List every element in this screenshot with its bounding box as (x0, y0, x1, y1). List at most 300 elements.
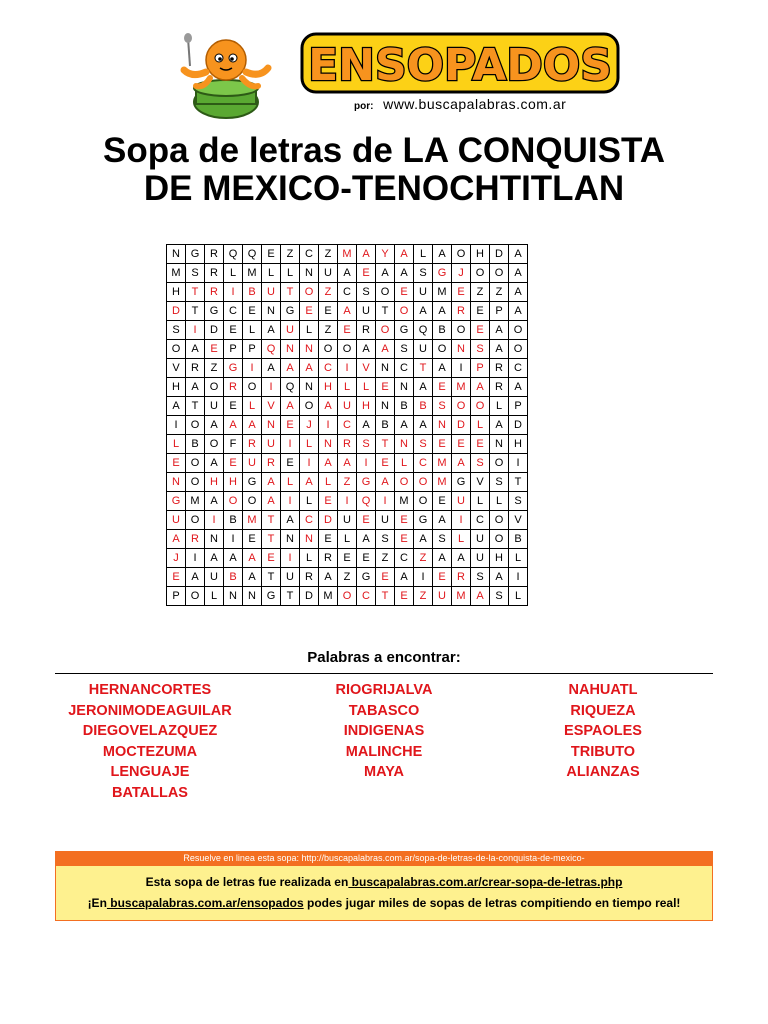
grid-cell[interactable]: L (395, 454, 414, 473)
grid-cell[interactable]: N (395, 378, 414, 397)
grid-cell[interactable]: L (414, 245, 433, 264)
grid-cell[interactable]: A (262, 359, 281, 378)
grid-cell[interactable]: E (376, 454, 395, 473)
grid-cell[interactable]: I (186, 549, 205, 568)
grid-cell[interactable]: U (338, 397, 357, 416)
grid-cell[interactable]: N (281, 530, 300, 549)
grid-cell[interactable]: Y (376, 245, 395, 264)
grid-cell[interactable]: P (243, 340, 262, 359)
grid-cell[interactable]: E (357, 264, 376, 283)
grid-cell[interactable]: A (414, 416, 433, 435)
grid-cell[interactable]: R (205, 264, 224, 283)
grid-cell[interactable]: H (319, 378, 338, 397)
grid-cell[interactable]: S (433, 530, 452, 549)
grid-cell[interactable]: A (243, 416, 262, 435)
grid-cell[interactable]: O (433, 340, 452, 359)
grid-cell[interactable]: A (262, 473, 281, 492)
grid-cell[interactable]: U (281, 321, 300, 340)
grid-cell[interactable]: E (395, 530, 414, 549)
grid-cell[interactable]: M (452, 587, 471, 606)
grid-cell[interactable]: A (319, 454, 338, 473)
grid-cell[interactable]: O (300, 397, 319, 416)
grid-cell[interactable]: A (338, 454, 357, 473)
grid-cell[interactable]: S (395, 340, 414, 359)
grid-cell[interactable]: D (205, 321, 224, 340)
grid-cell[interactable]: L (490, 492, 509, 511)
grid-cell[interactable]: A (319, 568, 338, 587)
grid-cell[interactable]: E (433, 568, 452, 587)
grid-cell[interactable]: C (395, 549, 414, 568)
grid-cell[interactable]: P (490, 302, 509, 321)
grid-cell[interactable]: R (205, 245, 224, 264)
grid-cell[interactable]: B (395, 397, 414, 416)
grid-cell[interactable]: A (300, 473, 319, 492)
grid-cell[interactable]: T (281, 587, 300, 606)
grid-cell[interactable]: T (281, 283, 300, 302)
grid-cell[interactable]: U (414, 283, 433, 302)
grid-cell[interactable]: E (224, 454, 243, 473)
grid-cell[interactable]: L (300, 549, 319, 568)
grid-cell[interactable]: Z (414, 549, 433, 568)
grid-cell[interactable]: O (338, 587, 357, 606)
grid-cell[interactable]: P (224, 340, 243, 359)
grid-cell[interactable]: A (319, 397, 338, 416)
grid-cell[interactable]: I (224, 283, 243, 302)
grid-cell[interactable]: M (338, 245, 357, 264)
grid-cell[interactable]: H (357, 397, 376, 416)
grid-cell[interactable]: N (395, 435, 414, 454)
grid-cell[interactable]: O (243, 492, 262, 511)
grid-cell[interactable]: O (205, 378, 224, 397)
grid-cell[interactable]: C (300, 511, 319, 530)
grid-cell[interactable]: Q (243, 245, 262, 264)
grid-cell[interactable]: I (452, 511, 471, 530)
grid-cell[interactable]: L (300, 435, 319, 454)
grid-cell[interactable]: A (281, 397, 300, 416)
grid-cell[interactable]: A (205, 454, 224, 473)
grid-cell[interactable]: O (509, 321, 528, 340)
grid-cell[interactable]: N (433, 416, 452, 435)
grid-cell[interactable]: Z (471, 283, 490, 302)
grid-cell[interactable]: N (300, 340, 319, 359)
grid-cell[interactable]: N (300, 378, 319, 397)
grid-cell[interactable]: Q (224, 245, 243, 264)
grid-cell[interactable]: S (471, 568, 490, 587)
grid-cell[interactable]: U (281, 568, 300, 587)
grid-cell[interactable]: A (490, 568, 509, 587)
grid-cell[interactable]: G (224, 359, 243, 378)
grid-cell[interactable]: I (509, 568, 528, 587)
grid-cell[interactable]: I (167, 416, 186, 435)
grid-cell[interactable]: U (167, 511, 186, 530)
grid-cell[interactable]: E (319, 492, 338, 511)
grid-cell[interactable]: M (395, 492, 414, 511)
grid-cell[interactable]: T (186, 397, 205, 416)
grid-cell[interactable]: T (414, 359, 433, 378)
grid-cell[interactable]: R (262, 454, 281, 473)
grid-cell[interactable]: A (357, 530, 376, 549)
grid-cell[interactable]: G (205, 302, 224, 321)
grid-cell[interactable]: I (414, 568, 433, 587)
grid-cell[interactable]: O (376, 283, 395, 302)
grid-cell[interactable]: H (224, 473, 243, 492)
grid-cell[interactable]: B (376, 416, 395, 435)
grid-cell[interactable]: H (509, 435, 528, 454)
grid-cell[interactable]: E (452, 435, 471, 454)
grid-cell[interactable]: A (205, 492, 224, 511)
grid-cell[interactable]: Z (490, 283, 509, 302)
grid-cell[interactable]: R (490, 359, 509, 378)
grid-cell[interactable]: N (490, 435, 509, 454)
grid-cell[interactable]: I (338, 492, 357, 511)
grid-cell[interactable]: O (338, 340, 357, 359)
grid-cell[interactable]: O (471, 397, 490, 416)
grid-cell[interactable]: D (319, 511, 338, 530)
grid-cell[interactable]: I (281, 492, 300, 511)
grid-cell[interactable]: R (224, 378, 243, 397)
grid-cell[interactable]: E (395, 511, 414, 530)
grid-cell[interactable]: M (433, 473, 452, 492)
grid-cell[interactable]: R (205, 283, 224, 302)
grid-cell[interactable]: N (243, 587, 262, 606)
grid-cell[interactable]: E (319, 530, 338, 549)
grid-cell[interactable]: Q (262, 340, 281, 359)
grid-cell[interactable]: L (243, 397, 262, 416)
grid-cell[interactable]: U (376, 511, 395, 530)
grid-cell[interactable]: L (471, 492, 490, 511)
grid-cell[interactable]: R (186, 359, 205, 378)
grid-cell[interactable]: L (281, 473, 300, 492)
grid-cell[interactable]: E (471, 321, 490, 340)
grid-cell[interactable]: I (357, 454, 376, 473)
grid-cell[interactable]: G (357, 568, 376, 587)
grid-cell[interactable]: A (224, 549, 243, 568)
grid-cell[interactable]: U (414, 340, 433, 359)
grid-cell[interactable]: S (414, 264, 433, 283)
grid-cell[interactable]: N (300, 264, 319, 283)
grid-cell[interactable]: Z (338, 568, 357, 587)
grid-cell[interactable]: N (376, 397, 395, 416)
grid-cell[interactable]: S (376, 530, 395, 549)
grid-cell[interactable]: E (262, 549, 281, 568)
grid-cell[interactable]: M (167, 264, 186, 283)
grid-cell[interactable]: E (167, 568, 186, 587)
grid-cell[interactable]: C (395, 359, 414, 378)
grid-cell[interactable]: E (452, 283, 471, 302)
grid-cell[interactable]: H (490, 549, 509, 568)
grid-cell[interactable]: I (452, 359, 471, 378)
grid-cell[interactable]: Q (357, 492, 376, 511)
grid-cell[interactable]: A (167, 530, 186, 549)
grid-cell[interactable]: E (357, 511, 376, 530)
grid-cell[interactable]: Z (338, 473, 357, 492)
grid-cell[interactable]: E (357, 549, 376, 568)
grid-cell[interactable]: S (167, 321, 186, 340)
grid-cell[interactable]: S (433, 397, 452, 416)
grid-cell[interactable]: A (452, 549, 471, 568)
grid-cell[interactable]: O (186, 587, 205, 606)
grid-cell[interactable]: G (357, 473, 376, 492)
grid-cell[interactable]: O (452, 245, 471, 264)
grid-cell[interactable]: A (414, 530, 433, 549)
grid-cell[interactable]: L (471, 416, 490, 435)
grid-cell[interactable]: I (186, 321, 205, 340)
grid-cell[interactable]: N (452, 340, 471, 359)
grid-cell[interactable]: A (376, 473, 395, 492)
grid-cell[interactable]: V (167, 359, 186, 378)
grid-cell[interactable]: O (186, 454, 205, 473)
grid-cell[interactable]: U (205, 568, 224, 587)
grid-cell[interactable]: L (300, 492, 319, 511)
grid-cell[interactable]: A (452, 454, 471, 473)
grid-cell[interactable]: J (300, 416, 319, 435)
grid-cell[interactable]: L (490, 397, 509, 416)
grid-cell[interactable]: E (338, 321, 357, 340)
grid-cell[interactable]: C (471, 511, 490, 530)
grid-cell[interactable]: S (414, 435, 433, 454)
grid-cell[interactable]: O (414, 492, 433, 511)
grid-cell[interactable]: E (281, 454, 300, 473)
grid-cell[interactable]: N (224, 587, 243, 606)
grid-cell[interactable]: P (167, 587, 186, 606)
grid-cell[interactable]: S (357, 435, 376, 454)
grid-cell[interactable]: B (224, 568, 243, 587)
grid-cell[interactable]: A (186, 378, 205, 397)
grid-cell[interactable]: M (186, 492, 205, 511)
grid-cell[interactable]: S (509, 492, 528, 511)
grid-cell[interactable]: O (471, 264, 490, 283)
grid-cell[interactable]: A (243, 568, 262, 587)
grid-cell[interactable]: L (205, 587, 224, 606)
grid-cell[interactable]: H (167, 378, 186, 397)
grid-cell[interactable]: A (338, 264, 357, 283)
grid-cell[interactable]: L (300, 321, 319, 340)
grid-cell[interactable]: R (300, 568, 319, 587)
grid-cell[interactable]: U (433, 587, 452, 606)
grid-cell[interactable]: T (376, 302, 395, 321)
grid-cell[interactable]: C (509, 359, 528, 378)
grid-cell[interactable]: I (281, 549, 300, 568)
grid-cell[interactable]: E (376, 378, 395, 397)
grid-cell[interactable]: O (490, 511, 509, 530)
grid-cell[interactable]: B (509, 530, 528, 549)
grid-cell[interactable]: Q (281, 378, 300, 397)
grid-cell[interactable]: A (205, 416, 224, 435)
grid-cell[interactable]: J (167, 549, 186, 568)
grid-cell[interactable]: O (186, 473, 205, 492)
grid-cell[interactable]: P (509, 397, 528, 416)
grid-cell[interactable]: V (357, 359, 376, 378)
grid-cell[interactable]: S (490, 587, 509, 606)
grid-cell[interactable]: E (395, 587, 414, 606)
grid-cell[interactable]: C (300, 245, 319, 264)
grid-cell[interactable]: G (262, 587, 281, 606)
grid-cell[interactable]: A (376, 340, 395, 359)
grid-cell[interactable]: M (433, 283, 452, 302)
grid-cell[interactable]: A (433, 511, 452, 530)
ensopados-link[interactable]: buscapalabras.com.ar/ensopados (106, 896, 304, 910)
grid-cell[interactable]: L (167, 435, 186, 454)
grid-cell[interactable]: M (243, 264, 262, 283)
grid-cell[interactable]: O (224, 492, 243, 511)
grid-cell[interactable]: E (319, 302, 338, 321)
grid-cell[interactable]: N (205, 530, 224, 549)
grid-cell[interactable]: A (509, 245, 528, 264)
grid-cell[interactable]: O (490, 530, 509, 549)
grid-cell[interactable]: B (414, 397, 433, 416)
grid-cell[interactable]: I (205, 511, 224, 530)
grid-cell[interactable]: T (262, 530, 281, 549)
grid-cell[interactable]: T (376, 587, 395, 606)
grid-cell[interactable]: G (433, 264, 452, 283)
grid-cell[interactable]: S (490, 473, 509, 492)
grid-cell[interactable]: U (262, 435, 281, 454)
grid-cell[interactable]: Z (414, 587, 433, 606)
grid-cell[interactable]: T (186, 302, 205, 321)
grid-cell[interactable]: V (262, 397, 281, 416)
grid-cell[interactable]: U (262, 283, 281, 302)
grid-cell[interactable]: L (319, 473, 338, 492)
grid-cell[interactable]: Z (319, 321, 338, 340)
grid-cell[interactable]: O (395, 473, 414, 492)
grid-cell[interactable]: L (509, 549, 528, 568)
grid-cell[interactable]: I (224, 530, 243, 549)
grid-cell[interactable]: R (452, 568, 471, 587)
grid-cell[interactable]: C (224, 302, 243, 321)
grid-cell[interactable]: T (262, 511, 281, 530)
grid-cell[interactable]: A (509, 378, 528, 397)
grid-cell[interactable]: E (471, 302, 490, 321)
grid-cell[interactable]: E (433, 492, 452, 511)
grid-cell[interactable]: H (167, 283, 186, 302)
grid-cell[interactable]: U (338, 511, 357, 530)
grid-cell[interactable]: G (452, 473, 471, 492)
grid-cell[interactable]: A (490, 416, 509, 435)
grid-cell[interactable]: Z (376, 549, 395, 568)
grid-cell[interactable]: A (300, 359, 319, 378)
grid-cell[interactable]: O (243, 378, 262, 397)
grid-cell[interactable]: A (281, 511, 300, 530)
grid-cell[interactable]: V (509, 511, 528, 530)
grid-cell[interactable]: L (262, 264, 281, 283)
grid-cell[interactable]: M (433, 454, 452, 473)
grid-cell[interactable]: O (376, 321, 395, 340)
grid-cell[interactable]: A (395, 568, 414, 587)
grid-cell[interactable]: N (281, 340, 300, 359)
grid-cell[interactable]: G (186, 245, 205, 264)
grid-cell[interactable]: A (357, 340, 376, 359)
grid-cell[interactable]: T (509, 473, 528, 492)
grid-cell[interactable]: E (243, 530, 262, 549)
grid-cell[interactable]: O (186, 511, 205, 530)
grid-cell[interactable]: S (357, 283, 376, 302)
grid-cell[interactable]: H (205, 473, 224, 492)
grid-cell[interactable]: N (300, 530, 319, 549)
grid-cell[interactable]: R (490, 378, 509, 397)
grid-cell[interactable]: R (338, 435, 357, 454)
grid-cell[interactable]: L (338, 378, 357, 397)
grid-cell[interactable]: E (395, 283, 414, 302)
grid-cell[interactable]: O (490, 454, 509, 473)
grid-cell[interactable]: I (509, 454, 528, 473)
grid-cell[interactable]: O (452, 397, 471, 416)
grid-cell[interactable]: A (433, 549, 452, 568)
grid-cell[interactable]: I (243, 359, 262, 378)
grid-cell[interactable]: E (471, 435, 490, 454)
grid-cell[interactable]: A (338, 302, 357, 321)
grid-cell[interactable]: B (243, 283, 262, 302)
grid-cell[interactable]: B (224, 511, 243, 530)
grid-cell[interactable]: N (262, 416, 281, 435)
grid-cell[interactable]: Z (319, 283, 338, 302)
grid-cell[interactable]: F (224, 435, 243, 454)
grid-cell[interactable]: A (167, 397, 186, 416)
grid-cell[interactable]: O (452, 321, 471, 340)
grid-cell[interactable]: A (490, 340, 509, 359)
grid-cell[interactable]: U (452, 492, 471, 511)
grid-cell[interactable]: L (509, 587, 528, 606)
grid-cell[interactable]: L (357, 378, 376, 397)
grid-cell[interactable]: I (281, 435, 300, 454)
grid-cell[interactable]: U (243, 454, 262, 473)
grid-cell[interactable]: A (414, 302, 433, 321)
grid-cell[interactable]: A (471, 378, 490, 397)
grid-cell[interactable]: L (243, 321, 262, 340)
grid-cell[interactable]: A (376, 264, 395, 283)
grid-cell[interactable]: A (281, 359, 300, 378)
grid-cell[interactable]: B (186, 435, 205, 454)
grid-cell[interactable]: A (262, 321, 281, 340)
grid-cell[interactable]: A (224, 416, 243, 435)
grid-cell[interactable]: L (224, 264, 243, 283)
grid-cell[interactable]: A (205, 549, 224, 568)
grid-cell[interactable]: A (357, 416, 376, 435)
grid-cell[interactable]: D (300, 587, 319, 606)
grid-cell[interactable]: P (471, 359, 490, 378)
grid-cell[interactable]: I (338, 359, 357, 378)
grid-cell[interactable]: E (338, 549, 357, 568)
grid-cell[interactable]: D (509, 416, 528, 435)
grid-cell[interactable]: Z (281, 245, 300, 264)
grid-cell[interactable]: A (357, 245, 376, 264)
grid-cell[interactable]: A (509, 264, 528, 283)
grid-cell[interactable]: T (186, 283, 205, 302)
grid-cell[interactable]: M (319, 587, 338, 606)
grid-cell[interactable]: N (319, 435, 338, 454)
grid-cell[interactable]: A (509, 302, 528, 321)
grid-cell[interactable]: O (395, 302, 414, 321)
grid-cell[interactable]: S (471, 454, 490, 473)
grid-cell[interactable]: O (186, 416, 205, 435)
grid-cell[interactable]: E (205, 340, 224, 359)
grid-cell[interactable]: S (471, 340, 490, 359)
grid-cell[interactable]: C (414, 454, 433, 473)
grid-cell[interactable]: M (452, 378, 471, 397)
grid-cell[interactable]: E (262, 245, 281, 264)
grid-cell[interactable]: A (243, 549, 262, 568)
grid-cell[interactable]: E (433, 378, 452, 397)
grid-cell[interactable]: A (414, 378, 433, 397)
grid-cell[interactable]: L (338, 530, 357, 549)
grid-cell[interactable]: A (395, 245, 414, 264)
grid-cell[interactable]: R (357, 321, 376, 340)
grid-cell[interactable]: T (376, 435, 395, 454)
grid-cell[interactable]: A (395, 264, 414, 283)
grid-cell[interactable]: N (167, 245, 186, 264)
grid-cell[interactable]: E (224, 321, 243, 340)
grid-cell[interactable]: C (338, 416, 357, 435)
grid-cell[interactable]: I (376, 492, 395, 511)
